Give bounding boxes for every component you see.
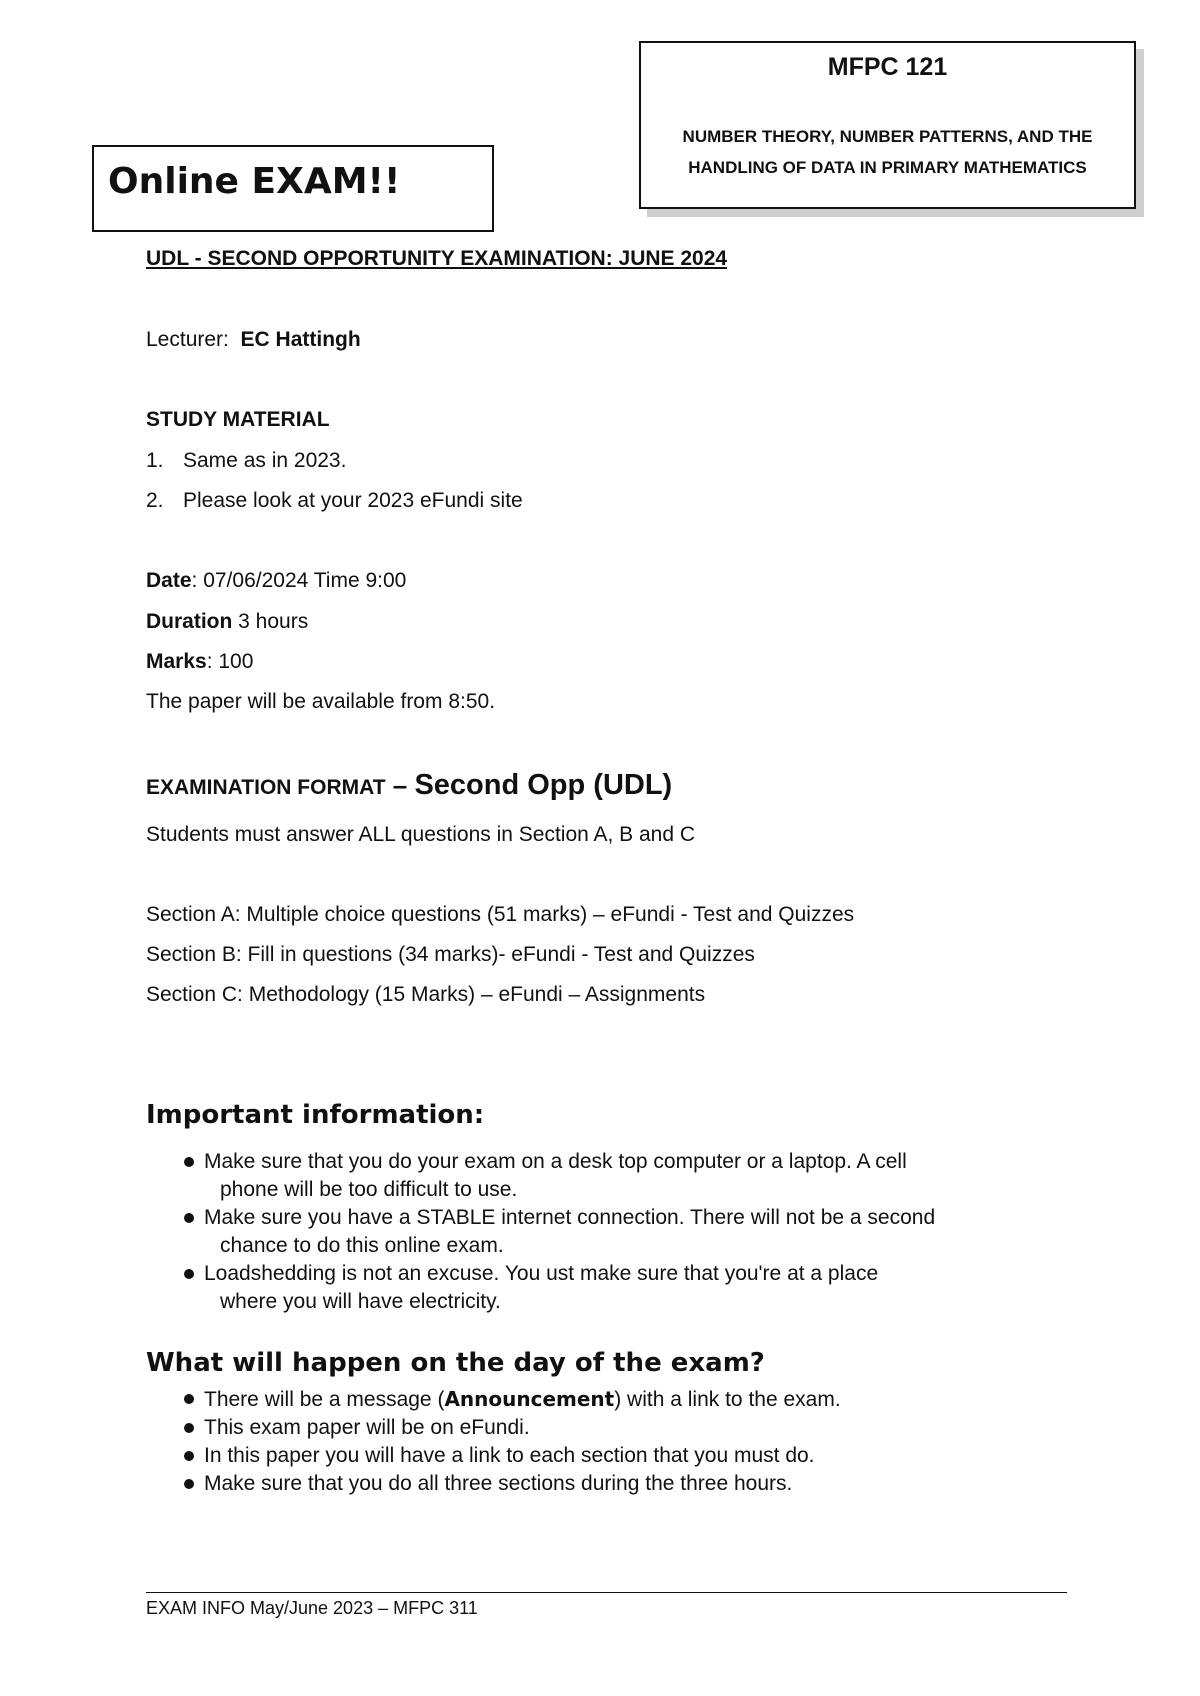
date-label: Date [146,569,192,592]
bullet-icon [184,1423,194,1433]
section-c-line: Section C: Methodology (15 Marks) – eFundi – Assignments [146,983,706,1006]
list-item [184,1414,1084,1442]
students-instruction: Students must answer ALL questions in Section A, B and C [146,823,696,846]
footer-divider [146,1592,1067,1593]
list-number: 1. [146,449,164,472]
announcement-emphasis: Announcement [444,1387,615,1411]
list-item-text-after: ) with a link to the exam. [614,1388,841,1411]
exam-day-list [184,1385,1084,1498]
list-item [184,1204,1084,1260]
study-material-item [146,488,523,514]
list-item-line-2: where you will have electricity. [220,1290,501,1313]
list-item-line-1: Make sure you have a STABLE internet connection. There will not be a second [204,1206,936,1229]
course-info-box [639,41,1136,209]
list-item [184,1260,1084,1316]
list-item [184,1470,1084,1498]
study-material-item [146,448,346,474]
study-material-text: Same as in 2023. [183,449,347,472]
exam-heading: UDL - SECOND OPPORTUNITY EXAMINATION: JUNE 2024 [146,247,728,270]
duration-line [146,609,308,635]
online-exam-box [92,145,494,232]
bullet-icon [184,1269,194,1279]
marks-label: Marks [146,650,207,673]
lecturer-name: EC Hattingh [240,328,361,351]
list-item-line-2: phone will be too difficult to use. [220,1178,518,1201]
bullet-icon [184,1213,194,1223]
list-item-line-1: Make sure that you do your exam on a desk top computer or a laptop. A cell [204,1150,907,1173]
study-material-heading: STUDY MATERIAL [146,408,330,431]
course-title-line-1: NUMBER THEORY, NUMBER PATTERNS, AND THE [682,127,1093,146]
bullet-icon [184,1157,194,1167]
list-item-text: Make sure that you do all three sections during the three hours. [204,1472,793,1495]
list-number: 2. [146,489,164,512]
date-value: : 07/06/2024 Time 9:00 [191,569,407,592]
exam-day-heading: What will happen on the day of the exam? [146,1348,765,1378]
list-item-line-2: chance to do this online exam. [220,1234,504,1257]
list-item [184,1148,1084,1204]
lecturer-line [146,327,361,353]
list-item-line-1: Loadshedding is not an excuse. You ust make sure that you're at a place [204,1262,879,1285]
list-item [184,1442,1084,1470]
marks-value: : 100 [206,650,254,673]
important-information-list [184,1148,1084,1316]
date-line [146,568,406,594]
important-information-heading: Important information: [146,1100,485,1130]
duration-label: Duration [146,610,233,633]
format-heading-dash: – [385,770,415,800]
duration-value: 3 hours [232,610,309,633]
format-heading-label: EXAMINATION FORMAT [146,776,386,799]
course-title [641,121,1134,183]
lecturer-label: Lecturer: [146,328,229,351]
online-exam-title: Online EXAM!! [108,161,401,202]
list-item [184,1385,1084,1414]
format-heading-title: Second Opp (UDL) [414,769,673,801]
footer-text: EXAM INFO May/June 2023 – MFPC 311 [146,1598,478,1618]
list-item-text-before: There will be a message ( [204,1388,445,1411]
study-material-text: Please look at your 2023 eFundi site [183,489,523,512]
marks-line [146,649,253,675]
section-b-line: Section B: Fill in questions (34 marks)- eFundi - Test and Quizzes [146,943,755,966]
section-a-line: Section A: Multiple choice questions (51 marks) – eFundi - Test and Quizzes [146,903,855,926]
course-code: MFPC 121 [827,53,948,81]
bullet-icon [184,1451,194,1461]
list-item-text: In this paper you will have a link to each section that you must do. [204,1444,815,1467]
examination-format-heading [146,769,672,802]
availability-note: The paper will be available from 8:50. [146,690,496,713]
bullet-icon [184,1394,194,1404]
bullet-icon [184,1479,194,1489]
list-item-text: This exam paper will be on eFundi. [204,1416,530,1439]
course-title-line-2: HANDLING OF DATA IN PRIMARY MATHEMATICS [688,158,1087,177]
